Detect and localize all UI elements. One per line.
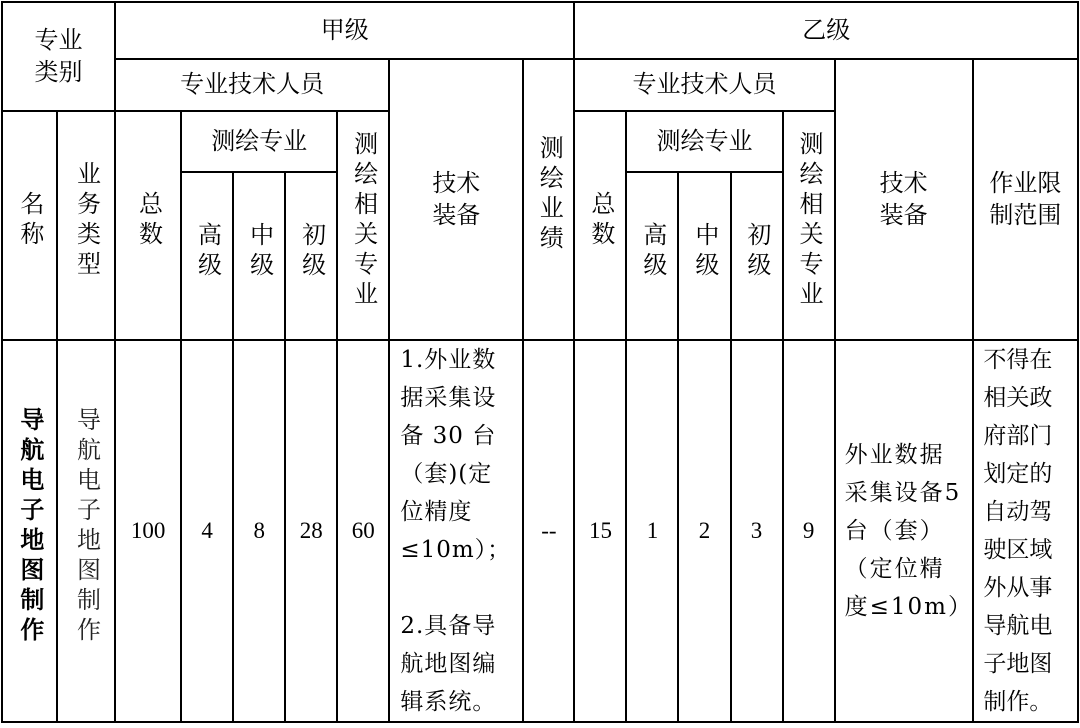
grade-a-middle-header <box>233 172 285 340</box>
table-row <box>2 340 1078 722</box>
grade-a-tech-staff-header: 专业技术人员 <box>115 59 389 111</box>
grade-a-junior-label: 初级 <box>297 221 326 282</box>
grade-b-tech-equipment-line1: 技术 <box>879 169 928 198</box>
row-b-related: 9 <box>783 340 835 722</box>
row-b-junior: 3 <box>731 340 783 722</box>
grade-b-middle-label: 中级 <box>690 221 719 282</box>
row-a-middle: 8 <box>233 340 285 722</box>
category-header-cell <box>2 2 115 111</box>
row-b-equipment-cell <box>835 340 973 722</box>
scope-header <box>973 59 1078 340</box>
row-a-performance: -- <box>523 340 574 722</box>
grade-a-survey-major-header: 测绘专业 <box>181 111 337 172</box>
grade-b-tech-equipment-line2: 装备 <box>879 200 928 229</box>
grade-a-tech-equipment-line1: 技术 <box>432 169 481 198</box>
name-label: 名称 <box>15 191 44 252</box>
grade-a-tech-equipment-header <box>389 59 523 340</box>
row-a-junior: 28 <box>285 340 337 722</box>
grade-a-tech-equipment-line2: 装备 <box>432 200 481 229</box>
grade-b-middle-header <box>678 172 730 340</box>
category-label-line1: 专业 <box>34 26 83 55</box>
row-business-type-cell <box>57 340 115 722</box>
row-scope: 不得在相关政府部门划定的自动驾驶区域外从事导航电子地图制作。 <box>983 347 1053 715</box>
grade-b-related-major-label: 测绘相关专业 <box>794 131 823 312</box>
grade-a-senior-label: 高级 <box>193 221 222 282</box>
business-type-header <box>57 111 115 340</box>
grade-b-tech-equipment-header <box>835 59 973 340</box>
scope-header-line2: 制范围 <box>989 200 1062 229</box>
grade-b-related-major-header <box>783 111 835 340</box>
row-scope-cell <box>973 340 1078 722</box>
row-a-equipment: 1.外业数据采集设备 30 台（套)(定位精度≤10m）； 2.具备导航地图编辑系统。 <box>400 347 512 715</box>
row-a-related: 60 <box>337 340 389 722</box>
row-a-equipment-cell <box>389 340 523 722</box>
grade-b-junior-label: 初级 <box>742 221 771 282</box>
grade-b-tech-staff-header: 专业技术人员 <box>574 59 834 111</box>
grade-a-header: 甲级 <box>115 2 574 59</box>
row-b-total: 15 <box>574 340 626 722</box>
name-header <box>2 111 57 340</box>
grade-a-total-header <box>115 111 181 340</box>
row-name: 导航电子地图制作 <box>15 406 44 647</box>
row-a-total: 100 <box>115 340 181 722</box>
row-business-type: 导航电子地图制作 <box>72 406 101 647</box>
row-b-middle: 2 <box>678 340 730 722</box>
grade-b-total-header <box>574 111 626 340</box>
category-label-line2: 类别 <box>34 57 83 86</box>
grade-b-survey-major-header: 测绘专业 <box>626 111 782 172</box>
grade-a-related-major-label: 测绘相关专业 <box>349 131 378 312</box>
grade-a-related-major-header <box>337 111 389 340</box>
row-b-equipment: 外业数据采集设备5台（套）（定位精度≤10m） <box>844 442 973 620</box>
grade-a-junior-header <box>285 172 337 340</box>
grade-a-senior-header <box>181 172 233 340</box>
grade-a-performance-header <box>523 59 574 340</box>
qualification-table <box>1 1 1079 723</box>
scope-header-line1: 作业限 <box>989 169 1062 198</box>
grade-a-middle-label: 中级 <box>245 221 274 282</box>
grade-b-header: 乙级 <box>574 2 1078 59</box>
grade-b-total-label: 总数 <box>586 191 615 252</box>
grade-b-senior-header <box>626 172 678 340</box>
business-type-label: 业务类型 <box>72 161 101 282</box>
grade-a-performance-label: 测绘业绩 <box>535 135 564 256</box>
grade-b-junior-header <box>731 172 783 340</box>
row-b-senior: 1 <box>626 340 678 722</box>
row-a-senior: 4 <box>181 340 233 722</box>
grade-a-total-label: 总数 <box>134 191 163 252</box>
row-name-cell <box>2 340 57 722</box>
grade-b-senior-label: 高级 <box>638 221 667 282</box>
